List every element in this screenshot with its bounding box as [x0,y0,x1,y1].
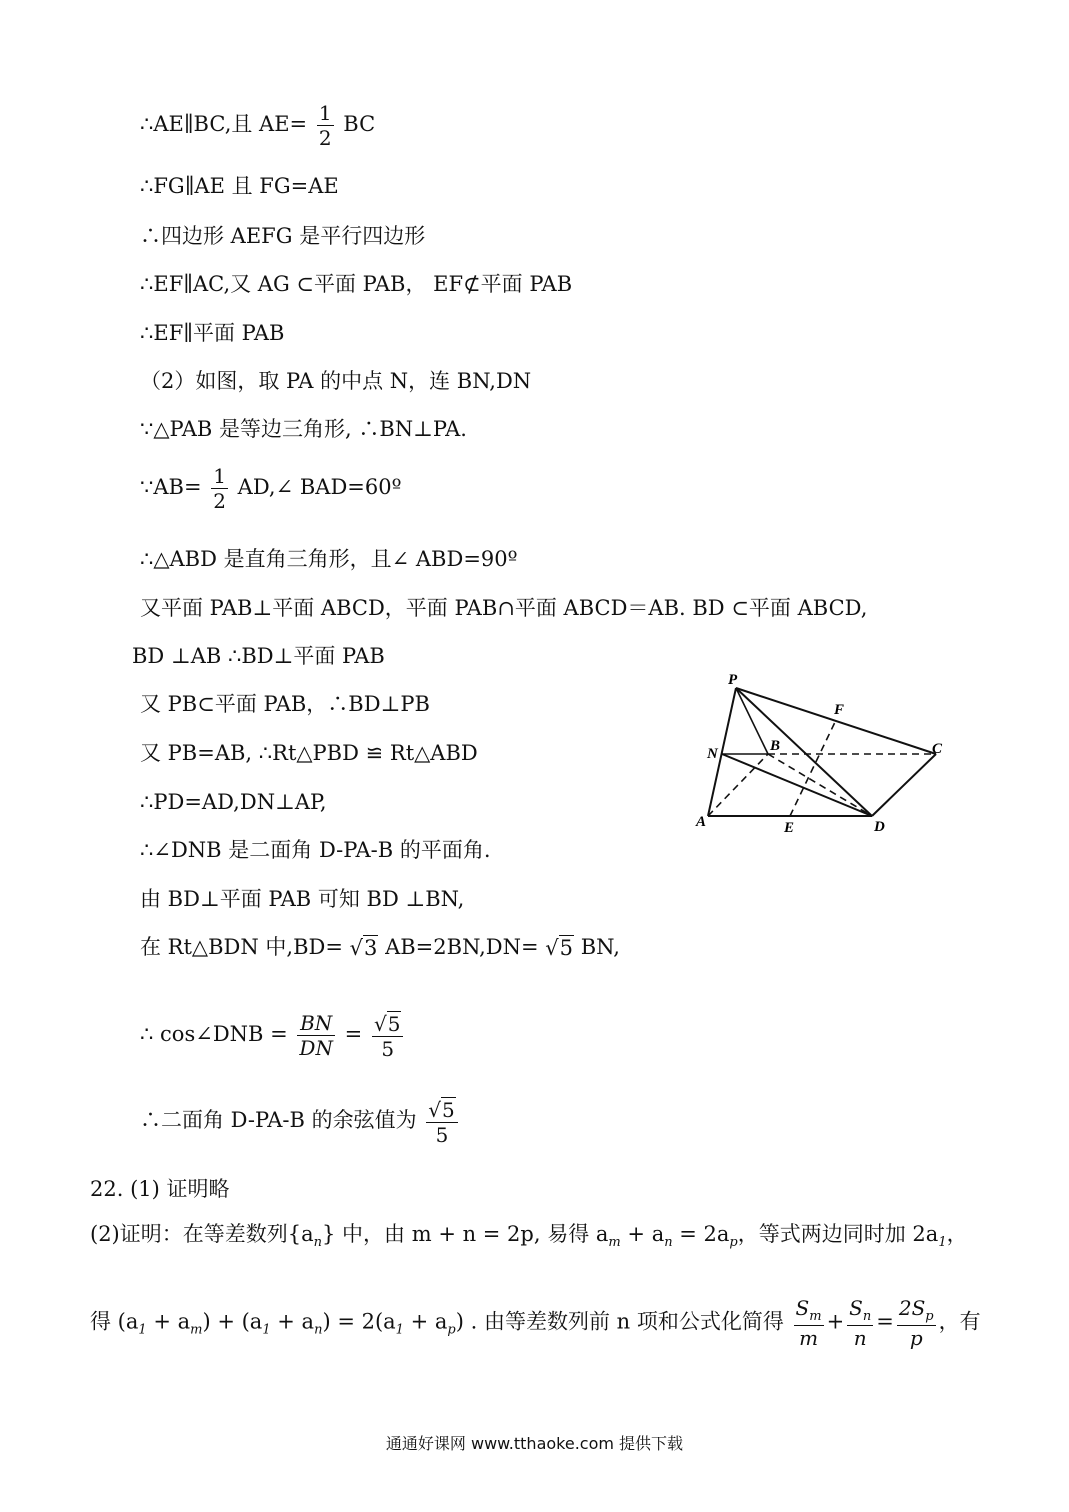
text: ) . 由等差数列前 n 项和公式化简得 [455,1309,784,1334]
radicand: 5 [387,1011,401,1036]
denominator: m [799,1326,819,1350]
sqrt-five: √5 [545,936,574,960]
line-bd-perp-pb: 又 PB⊂平面 PAB，∴BD⊥PB [140,692,430,716]
radicand: 3 [364,936,378,960]
line-equilateral: ∵△PAB 是等边三角形, ∴BN⊥PA. [140,417,467,441]
subscript: n [313,1235,323,1250]
line-right-triangle: ∴△ABD 是直角三角形，且∠ ABD=90º [140,547,518,571]
subscript: 1 [395,1322,404,1338]
text: + a [403,1309,448,1334]
edge-ab-hidden [708,754,768,816]
text: + a [146,1309,191,1334]
subscript: n [664,1235,673,1250]
label-a: A [696,814,707,830]
pyramid-figure [690,670,960,840]
line-ef-parallel-ac: ∴EF∥AC,又 AG ⊂平面 PAB， EF⊄平面 PAB [140,272,573,296]
text: ∴AE∥BC,且 AE= [140,112,308,136]
text: AD,∠ BAD=60º [237,475,402,499]
radicand: 5 [442,1097,455,1122]
line-congruent: 又 PB=AB, ∴Rt△PBD ≌ Rt△ABD [140,741,478,765]
line-cos-dnb [140,1012,406,1059]
line-ae-parallel-bc [140,103,375,148]
numerator [847,1298,873,1325]
text: + a [620,1222,665,1246]
text: ) + (a [202,1309,263,1334]
numerator: BN [300,1010,333,1035]
line-plane-perpendicular: 又平面 PAB⊥平面 ABCD，平面 PAB∩平面 ABCD＝AB. BD ⊂平面 ABCD, [140,596,868,620]
text: 2S [898,1296,926,1320]
numerator [794,1298,824,1325]
label-d: D [874,819,885,835]
subscript: p [447,1322,456,1338]
label-p: P [728,672,738,688]
line-parallelogram: ∴四边形 AEFG 是平行四边形 [140,224,426,248]
subscript: m [608,1235,621,1250]
text: 在 Rt△BDN 中,BD= [140,935,343,959]
line-bd-perp-plane: BD ⊥AB ∴BD⊥平面 PAB [132,644,385,668]
text: S [795,1296,810,1320]
line-fg-parallel-ae: ∴FG∥AE 且 FG=AE [140,174,339,198]
subscript: m [809,1309,822,1324]
line-ab-half-ad [140,466,402,511]
subscript: p [729,1235,738,1250]
line-bd-perp-bn: 由 BD⊥平面 PAB 可知 BD ⊥BN, [140,887,465,911]
segment-ef-hidden [790,720,836,816]
numerator: 1 [213,464,226,488]
segment-bd-hidden [768,754,872,816]
subscript: p [925,1309,934,1324]
text: ，等式两边同时加 2a [737,1222,939,1246]
subscript: m [190,1322,203,1338]
text: BN, [580,935,620,959]
label-f: F [834,702,845,718]
label-b: B [770,738,781,754]
denominator: 5 [435,1122,449,1147]
text: + a [270,1309,315,1334]
text: BC [343,112,376,136]
sqrt-three: √3 [349,936,378,960]
label-e: E [784,820,795,836]
text: ， [946,1222,968,1246]
line-ef-parallel-plane: ∴EF∥平面 PAB [140,321,285,345]
line-22-part2 [90,1224,968,1249]
fraction-2sp-over-p [897,1298,936,1348]
edge-dc [872,754,936,816]
denominator: n [853,1326,867,1350]
text: S [849,1296,863,1320]
equals: = [876,1309,894,1334]
text: ) = 2(a [322,1309,396,1334]
fraction-one-half [211,466,228,511]
fraction-root5-over-5 [372,1012,403,1059]
denominator: 2 [213,489,226,513]
line-dihedral-angle: ∴∠DNB 是二面角 D-PA-B 的平面角. [140,838,491,862]
fraction-bn-dn [297,1010,335,1060]
text: ∴二面角 D-PA-B 的余弦值为 [140,1107,417,1132]
subscript: 1 [938,1235,947,1250]
fraction-root5-over-5 [426,1098,457,1145]
text: ∴ cos∠DNB = [140,1021,288,1046]
segment-nd [722,754,872,816]
line-part2-intro: （2）如图，取 PA 的中点 N，连 BN,DN [140,369,532,393]
fraction-sm-over-m [794,1298,824,1348]
subscript: n [314,1322,323,1338]
edge-pd [736,688,872,816]
numerator: √5 [428,1097,455,1122]
text: 得 (a [90,1309,139,1334]
subscript: 1 [262,1322,271,1338]
numerator: √5 [373,1011,401,1036]
line-22-part1: 22. (1) 证明略 [90,1177,230,1201]
page-footer: 通通好课网 www.tthaoke.com 提供下载 [385,1434,684,1453]
numerator: 1 [318,101,332,125]
fraction-sn-over-n [847,1298,873,1348]
subscript: n [862,1309,872,1324]
edge-pc [736,688,936,754]
fraction-one-half [317,103,334,148]
numerator [897,1298,936,1325]
line-pd-ad: ∴PD=AD,DN⊥AP, [140,790,327,814]
line-22-sum-formula [90,1298,981,1348]
text: AB=2BN,DN= [385,935,539,959]
equals: = [344,1021,363,1046]
label-n: N [707,746,718,762]
plus: + [826,1309,845,1334]
denominator: p [909,1326,923,1350]
text: (2)证明：在等差数列{a [90,1222,314,1246]
denominator: 5 [381,1036,395,1061]
text: ，有 [938,1309,981,1334]
radicand: 5 [559,936,574,960]
subscript: 1 [138,1322,147,1338]
text: } 中，由 m + n = 2p, 易得 a [322,1222,609,1246]
line-bdn-lengths [140,937,620,959]
text: = 2a [672,1222,730,1246]
denominator: DN [299,1035,333,1060]
label-c: C [932,741,943,757]
denominator: 2 [318,126,332,150]
line-cosine-value [140,1098,461,1145]
text: ∵AB= [140,475,202,499]
